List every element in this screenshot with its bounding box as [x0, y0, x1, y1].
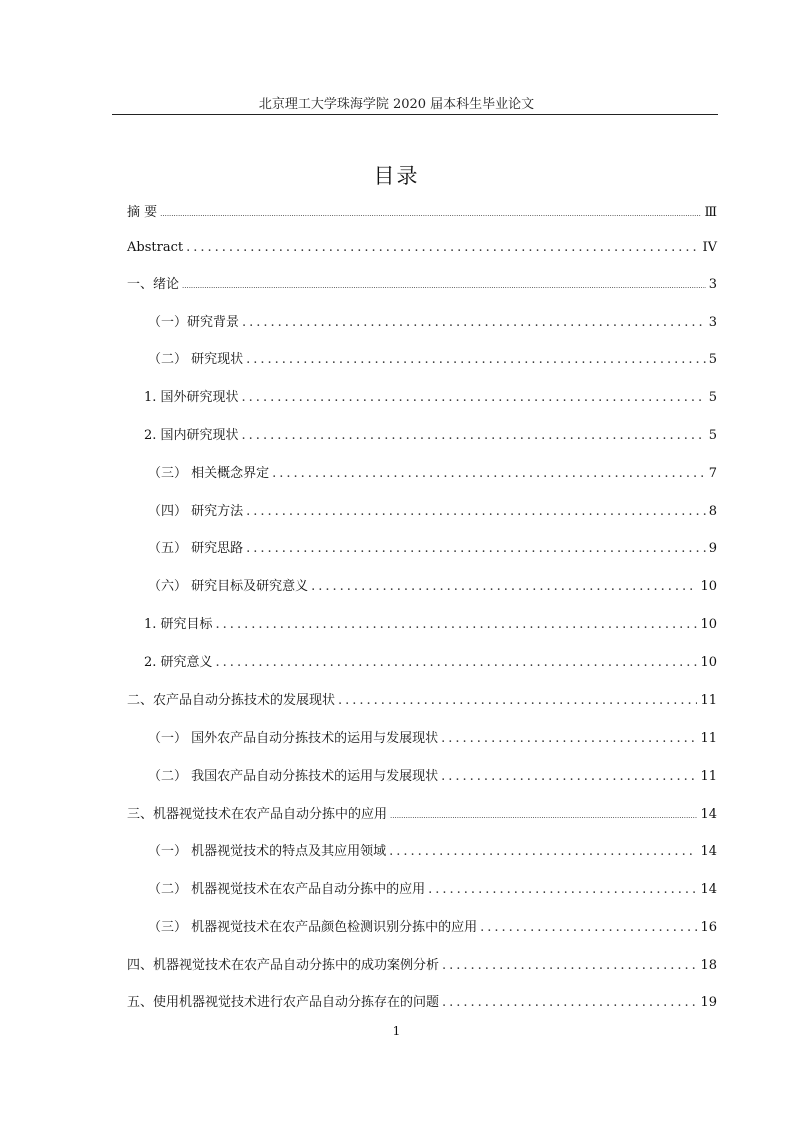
toc-leader-dots — [480, 920, 697, 935]
toc-entry-label: 2. 研究意义 — [144, 655, 213, 670]
toc-entry-page: 9 — [708, 541, 717, 556]
toc-entry-label: （一） 国外农产品自动分拣技术的运用与发展现状 — [148, 731, 439, 746]
toc-entry-label: （三） 机器视觉技术在农产品颜色检测识别分拣中的应用 — [148, 920, 478, 935]
toc-entry-page: 7 — [708, 466, 717, 481]
toc-leader-dots — [389, 844, 697, 859]
toc-entry[interactable] — [144, 613, 717, 633]
toc-leader-dots — [182, 282, 706, 290]
header-rule — [112, 114, 718, 115]
toc-leader-dots — [272, 466, 706, 481]
toc-entry-label: （一） 机器视觉技术的特点及其应用领域 — [148, 844, 387, 859]
toc-entry-page: 10 — [700, 579, 717, 594]
toc-entry[interactable] — [148, 765, 717, 785]
toc-entry-page: 10 — [700, 655, 717, 670]
toc-entry-label: （一）研究背景 — [148, 315, 240, 330]
toc-leader-dots — [428, 882, 697, 897]
toc-entry-label: 二、农产品自动分拣技术的发展现状 — [127, 693, 336, 708]
toc-entry[interactable] — [148, 311, 717, 331]
toc-entry-page: 5 — [708, 428, 717, 443]
toc-entry[interactable] — [148, 878, 717, 898]
toc-entry-label: 三、机器视觉技术在农产品自动分拣中的应用 — [127, 807, 388, 822]
toc-entry[interactable] — [148, 840, 717, 860]
toc-leader-dots — [390, 812, 697, 820]
toc-leader-dots — [246, 504, 706, 519]
toc-leader-dots — [441, 769, 697, 784]
toc-leader-dots — [186, 240, 699, 255]
toc-entry-page: 11 — [700, 731, 717, 746]
toc-entry-label: （二） 我国农产品自动分拣技术的运用与发展现状 — [148, 769, 439, 784]
toc-leader-dots — [242, 390, 706, 405]
toc-entry-label: 四、机器视觉技术在农产品自动分拣中的成功案例分析 — [127, 958, 440, 973]
toc-entry-label: 2. 国内研究现状 — [144, 428, 239, 443]
toc-entry[interactable] — [127, 201, 717, 221]
toc-entry[interactable] — [127, 240, 717, 260]
toc-entry-page: 3 — [708, 315, 717, 330]
toc-entry[interactable] — [144, 386, 717, 406]
toc-entry-label: 摘 要 — [127, 205, 158, 220]
page-number: 1 — [392, 1024, 401, 1038]
toc-entry[interactable] — [148, 462, 717, 482]
toc-entry[interactable] — [148, 727, 717, 747]
toc-entry-page: 5 — [708, 352, 717, 367]
toc-entry-page: 5 — [708, 390, 717, 405]
toc-leader-dots — [160, 210, 701, 218]
toc-entry-page: 14 — [700, 882, 717, 897]
toc-entry[interactable] — [127, 954, 717, 974]
toc-entry[interactable] — [127, 689, 717, 709]
toc-entry-page: 11 — [700, 693, 717, 708]
toc-entry[interactable] — [127, 273, 717, 293]
toc-entry[interactable] — [144, 424, 717, 444]
toc-leader-dots — [311, 579, 697, 594]
toc-entry-page: 3 — [708, 277, 717, 292]
toc-leader-dots — [216, 655, 698, 670]
toc-entry-label: 1. 国外研究现状 — [144, 390, 239, 405]
toc-leader-dots — [246, 541, 706, 556]
toc-leader-dots — [442, 995, 697, 1010]
page-header: 北京理工大学珠海学院 2020 届本科生毕业论文 — [258, 97, 535, 112]
toc-entry-label: 五、使用机器视觉技术进行农产品自动分拣存在的问题 — [127, 995, 440, 1010]
toc-entry-label: （二） 研究现状 — [148, 352, 244, 367]
toc-entry[interactable] — [148, 537, 717, 557]
toc-entry-label: （六） 研究目标及研究意义 — [148, 579, 309, 594]
toc-entry-page: 19 — [700, 995, 717, 1010]
toc-entry-page: Ⅲ — [704, 205, 717, 220]
toc-entry-label: （五） 研究思路 — [148, 541, 244, 556]
toc-entry-label: 一、绪论 — [127, 277, 180, 292]
toc-leader-dots — [441, 731, 697, 746]
toc-title: 目录 — [373, 164, 420, 188]
toc-entry[interactable] — [127, 803, 717, 823]
toc-entry-page: 14 — [700, 844, 717, 859]
toc-leader-dots — [246, 352, 706, 367]
toc-entry[interactable] — [148, 916, 717, 936]
toc-leader-dots — [242, 315, 706, 330]
toc-entry[interactable] — [148, 348, 717, 368]
toc-leader-dots — [216, 617, 698, 632]
toc-entry-page: 10 — [700, 617, 717, 632]
toc-entry[interactable] — [148, 500, 717, 520]
toc-entry-page: 18 — [700, 958, 717, 973]
toc-entry-page: 8 — [708, 504, 717, 519]
toc-entry[interactable] — [148, 575, 717, 595]
toc-leader-dots — [242, 428, 706, 443]
toc-entry-label: 1. 研究目标 — [144, 617, 213, 632]
toc-entry-label: （二） 机器视觉技术在农产品自动分拣中的应用 — [148, 882, 426, 897]
toc-entry[interactable] — [127, 991, 717, 1011]
toc-entry-page: 16 — [700, 920, 717, 935]
toc-entry-page: 14 — [700, 807, 717, 822]
toc-entry[interactable] — [144, 651, 717, 671]
toc-leader-dots — [338, 693, 697, 708]
toc-leader-dots — [442, 958, 697, 973]
toc-entry-label: （三） 相关概念界定 — [148, 466, 270, 481]
toc-entry-page: IV — [702, 240, 717, 255]
toc-entry-label: （四） 研究方法 — [148, 504, 244, 519]
toc-entry-label: Abstract — [127, 240, 184, 255]
toc-entry-page: 11 — [700, 769, 717, 784]
